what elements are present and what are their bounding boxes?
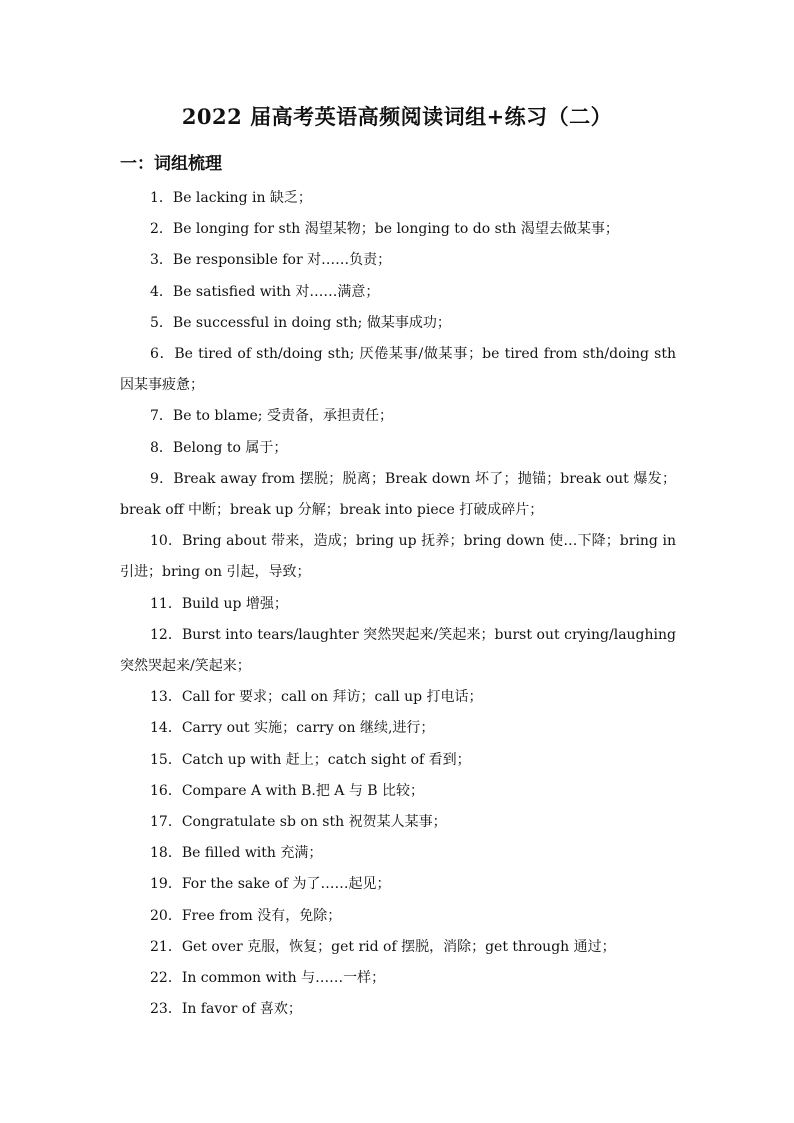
phrase-item: 5．Be successful in doing sth; 做某事成功； — [150, 314, 451, 331]
phrase-item: 10．Bring about 带来，造成；bring up 抚养；bring down 使…下降；bring in 引进；bring on 引起，导致； — [120, 533, 676, 581]
phrase-item: 7．Be to blame; 受责备，承担责任； — [150, 408, 393, 425]
phrase-item: 15．Catch up with 赶上；catch sight of 看到； — [150, 751, 471, 768]
phrase-item: 8．Belong to 属于； — [150, 439, 288, 456]
phrase-item: 18．Be filled with 充满； — [150, 845, 323, 862]
phrase-item: 6．Be tired of sth/doing sth; 厌倦某事/做某事；be tired from sth/doing sth 因某事疲惫； — [120, 346, 676, 394]
phrase-item: 9．Break away from 摆脱；脱离；Break down 坏了；抛锚；break out 爆发；break off 中断；break up 分解；break into piece 打破成碎片； — [120, 470, 676, 519]
phrase-item: 16．Compare A with B.把 A 与 B 比较； — [150, 782, 425, 799]
phrase-item: 20．Free from 没有，免除； — [150, 907, 342, 924]
phrase-item: 2．Be longing for sth 渴望某物；be longing to do sth 渴望去做某事； — [150, 221, 619, 238]
phrase-item: 21．Get over 克服，恢复；get rid of 摆脱，消除；get through 通过； — [150, 938, 616, 955]
phrase-item: 22．In common with 与……一样； — [150, 970, 386, 987]
section-heading: 一：词组梳理 — [120, 154, 222, 174]
phrase-item: 11．Build up 增强； — [150, 595, 288, 612]
phrase-item: 19．For the sake of 为了……起见； — [150, 876, 391, 893]
phrase-item: 23．In favor of 喜欢； — [150, 1001, 302, 1018]
phrase-item: 12．Burst into tears/laughter 突然哭起来/笑起来；burst out crying/laughing 突然哭起来/笑起来； — [120, 626, 676, 675]
phrase-list — [120, 183, 676, 1025]
phrase-item: 3．Be responsible for 对……负责； — [150, 252, 392, 269]
phrase-item: 14．Carry out 实施；carry on 继续,进行； — [150, 720, 435, 737]
phrase-item: 1．Be lacking in 缺乏； — [150, 190, 312, 206]
phrase-item: 13．Call for 要求；call on 拜访；call up 打电话； — [150, 689, 483, 706]
phrase-item: 17．Congratulate sb on sth 祝贺某人某事； — [150, 814, 447, 831]
phrase-item: 4．Be satisfied with 对……满意； — [150, 283, 380, 300]
document-title: 2022 届高考英语高频阅读词组+练习（二） — [181, 104, 613, 129]
